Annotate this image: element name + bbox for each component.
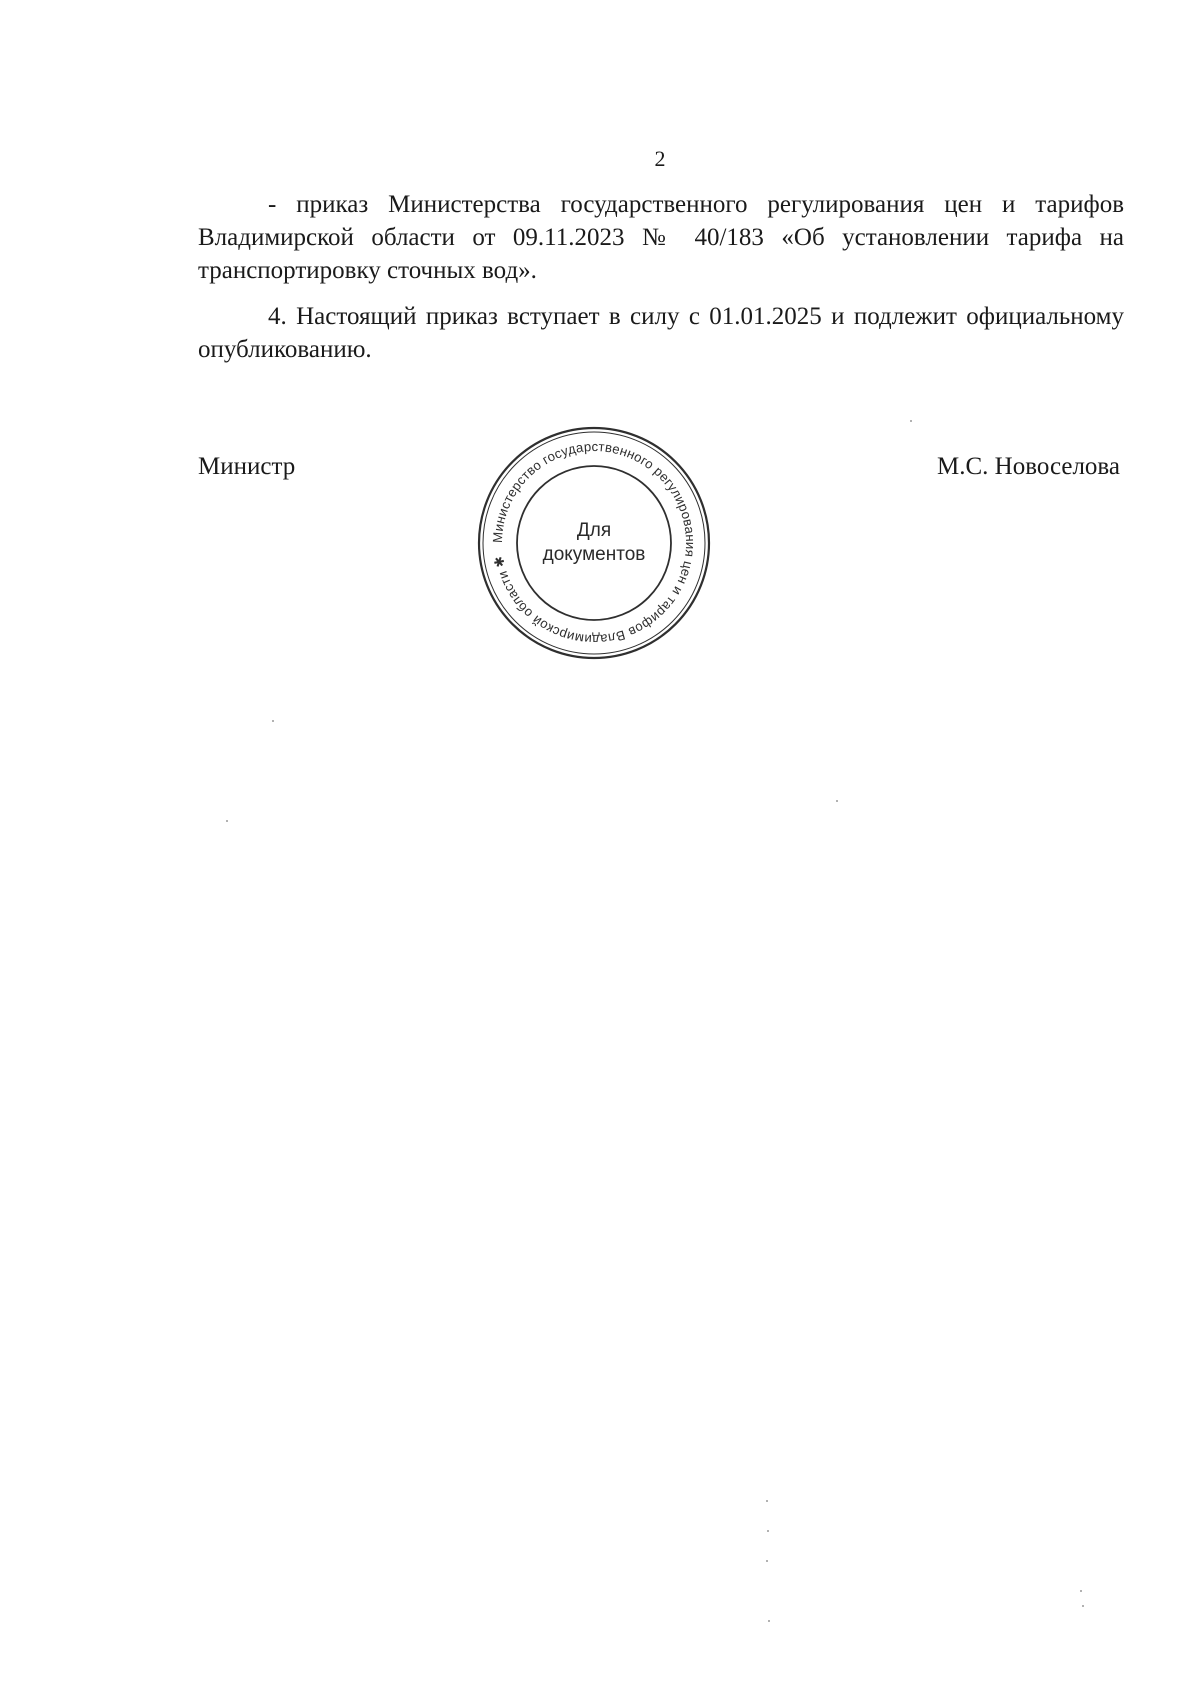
document-body	[198, 188, 1124, 379]
scan-speck	[766, 1560, 768, 1562]
scan-speck	[766, 1500, 768, 1502]
stamp-center-line-2: документов	[542, 544, 646, 565]
scan-speck	[272, 720, 274, 722]
signatory-name: М.С. Новоселова	[936, 453, 1120, 480]
stamp-center-text	[476, 425, 712, 661]
scan-speck	[836, 800, 838, 802]
scan-speck	[910, 420, 912, 422]
signatory-title: Министр	[198, 453, 296, 480]
scan-speck	[1082, 1605, 1084, 1607]
paragraph-effective-date: 4. Настоящий приказ вступает в силу с 01.01.2025 и подлежит официальному опубликованию.	[198, 303, 1124, 363]
paragraph-order-reference: - приказ Министерства государственного регулирования цен и тарифов Владимирской области от 09.11.2023 № 40/183 «Об установлении тарифа на транспортировку сточных вод».	[198, 191, 1124, 284]
stamp-center-line-1: Для	[576, 520, 612, 541]
scan-speck	[226, 820, 228, 822]
stamp-ring-text: Министерство государственного регулирования цен и тарифов Владимирской области ✱	[489, 438, 699, 648]
official-stamp	[476, 425, 712, 661]
scan-speck	[767, 1530, 769, 1532]
scan-speck	[768, 1620, 770, 1622]
scan-speck	[1080, 1590, 1082, 1592]
page-number: 2	[654, 146, 666, 171]
